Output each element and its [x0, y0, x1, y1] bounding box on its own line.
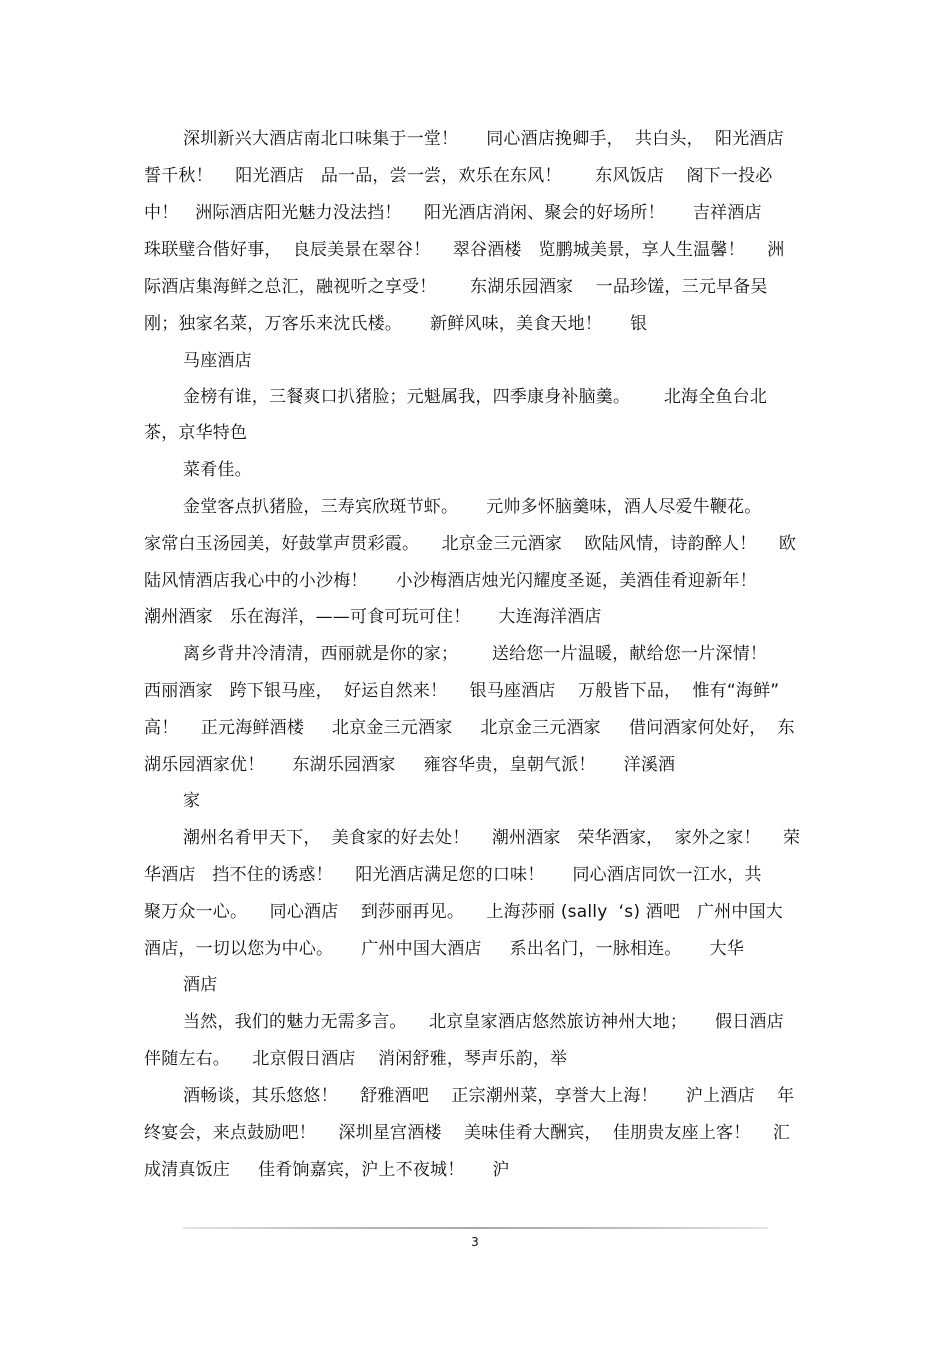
- footer-divider: [183, 1227, 768, 1229]
- text-line-10: 菜肴佳。: [183, 460, 252, 480]
- text-line-24: 酒店: [183, 975, 218, 995]
- text-line-25: 当然，我们的魅力无需多言。 北京皇家酒店悠然旅访神州大地； 假日酒店: [183, 1012, 784, 1032]
- text-line-11: 金堂客点扒猪脸，三寿宾欣斑节虾。 元帅多怀脑羹味，酒人尽爱牛鞭花。: [183, 497, 762, 517]
- text-line-15: 离乡背井冷清清，西丽就是你的家； 送给您一片温暖，献给您一片深情！: [183, 644, 768, 664]
- text-line-23: 酒店，一切以您为中心。 广州中国大酒店 系出名门，一脉相连。 大华: [144, 939, 745, 959]
- text-line-16: 西丽酒家 跨下银马座， 好运自然来！ 银马座酒店 万般皆下品， 惟有“海鲜”: [144, 681, 780, 701]
- text-line-22: 聚万众一心。 同心酒店 到莎丽再见。 上海莎丽 (sally ‘s) 酒吧 广州中国大: [144, 902, 783, 922]
- text-line-2: 誓千秋！ 阳光酒店 品一品，尝一尝，欢乐在东风！ 东风饭店 阁下一投必: [144, 166, 773, 186]
- text-line-14: 潮州酒家 乐在海洋，——可食可玩可住！ 大连海洋酒店: [144, 607, 602, 627]
- text-line-4: 珠联璧合偕好事， 良辰美景在翠谷！ 翠谷酒楼 览鹏城美景，享人生温馨！ 洲: [144, 240, 785, 260]
- text-line-27: 酒畅谈，其乐悠悠！ 舒雅酒吧 正宗潮州菜，享誉大上海！ 沪上酒店 年: [183, 1086, 795, 1106]
- text-line-29: 成清真饭庄 佳肴饷嘉宾，沪上不夜城！ 沪: [144, 1160, 510, 1180]
- text-line-1: 深圳新兴大酒店南北口味集于一堂！ 同心酒店挽卿手， 共白头， 阳光酒店: [183, 129, 784, 149]
- text-line-3: 中！ 洲际酒店阳光魅力没法挡！ 阳光酒店消闲、聚会的好场所！ 吉祥酒店: [144, 203, 762, 223]
- text-line-8: 金榜有谁，三餐爽口扒猪脸；元魁属我，四季康身补脑羹。 北海全鱼台北: [183, 387, 768, 407]
- text-line-18: 湖乐园酒家优！ 东湖乐园酒家 雍容华贵，皇朝气派！ 洋溪酒: [144, 755, 676, 775]
- text-line-5: 际酒店集海鲜之总汇，融视听之享受！ 东湖乐园酒家 一品珍馐，三元早备吴: [144, 277, 768, 297]
- text-line-7: 马座酒店: [183, 351, 252, 371]
- text-line-6: 刚；独家名菜，万客乐来沈氏楼。 新鲜风味，美食天地！ 银: [144, 314, 648, 334]
- text-line-26: 伴随左右。 北京假日酒店 消闲舒雅，琴声乐韵，举: [144, 1049, 568, 1069]
- text-line-21: 华酒店 挡不住的诱惑！ 阳光酒店满足您的口味！ 同心酒店同饮一江水，共: [144, 865, 762, 885]
- text-line-12: 家常白玉汤园美，好鼓掌声贯彩霞。 北京金三元酒家 欧陆风情，诗韵醉人！ 欧: [144, 534, 797, 554]
- text-line-28: 终宴会，来点鼓励吧！ 深圳星宫酒楼 美味佳肴大酬宾， 佳朋贵友座上客！ 汇: [144, 1123, 791, 1143]
- text-line-17: 高！ 正元海鲜酒楼 北京金三元酒家 北京金三元酒家 借问酒家何处好， 东: [144, 718, 795, 738]
- page-number: 3: [471, 1235, 479, 1249]
- text-line-20: 潮州名肴甲天下， 美食家的好去处！ 潮州酒家 荣华酒家， 家外之家！ 荣: [183, 828, 801, 848]
- text-line-13: 陆风情酒店我心中的小沙梅！ 小沙梅酒店烛光闪耀度圣诞，美酒佳肴迎新年！: [144, 571, 757, 591]
- text-line-19: 家: [183, 791, 201, 811]
- text-line-9: 茶，京华特色: [144, 423, 248, 443]
